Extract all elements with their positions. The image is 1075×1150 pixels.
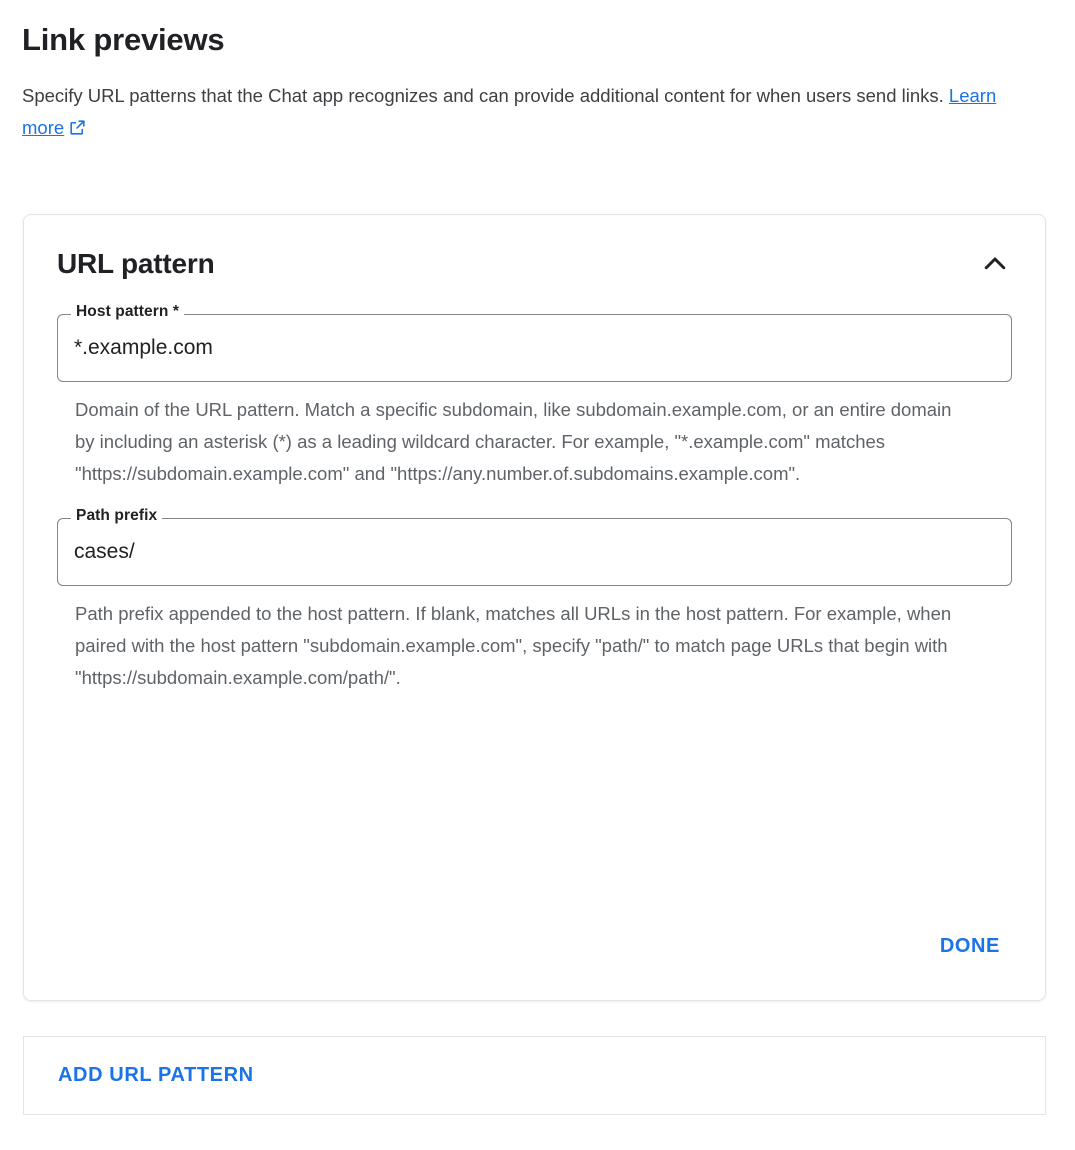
external-link-icon (68, 115, 87, 147)
chevron-up-icon[interactable] (978, 247, 1012, 281)
card-title: URL pattern (57, 248, 215, 279)
page-description (22, 80, 1037, 147)
path-prefix-label: Path prefix (71, 507, 162, 525)
path-prefix-helper: Path prefix appended to the host pattern. If blank, matches all URLs in the host pattern. For example, when paired with the host pattern "subdomain.example.com", specify "path/" to match page URLs that begin with "https://subdomain.example.com/path/". (75, 603, 952, 688)
url-pattern-card (23, 214, 1046, 1001)
card-actions (928, 925, 1012, 968)
url-pattern-card-header (24, 215, 1045, 281)
host-pattern-field-wrap (57, 303, 1012, 382)
host-pattern-input[interactable] (57, 314, 1012, 382)
add-url-pattern-bar[interactable] (23, 1036, 1046, 1115)
add-url-pattern-button[interactable]: ADD URL PATTERN (58, 1064, 254, 1086)
learn-more-link[interactable]: Learn more (22, 85, 997, 138)
page-description-text: Specify URL patterns that the Chat app recognizes and can provide additional content for when users send links. (22, 85, 944, 106)
done-button[interactable]: DONE (928, 925, 1012, 968)
path-prefix-input[interactable] (57, 518, 1012, 586)
host-pattern-label: Host pattern * (71, 303, 184, 321)
path-prefix-field-wrap (57, 507, 1012, 586)
page-title: Link previews (22, 22, 225, 57)
host-pattern-helper: Domain of the URL pattern. Match a specific subdomain, like subdomain.example.com, or an entire domain by including an asterisk (*) as a leading wildcard character. For example, "*.example.com" matches "https://subdomain.example.com" and "https://any.number.of.subdomains.example.com". (75, 399, 952, 484)
